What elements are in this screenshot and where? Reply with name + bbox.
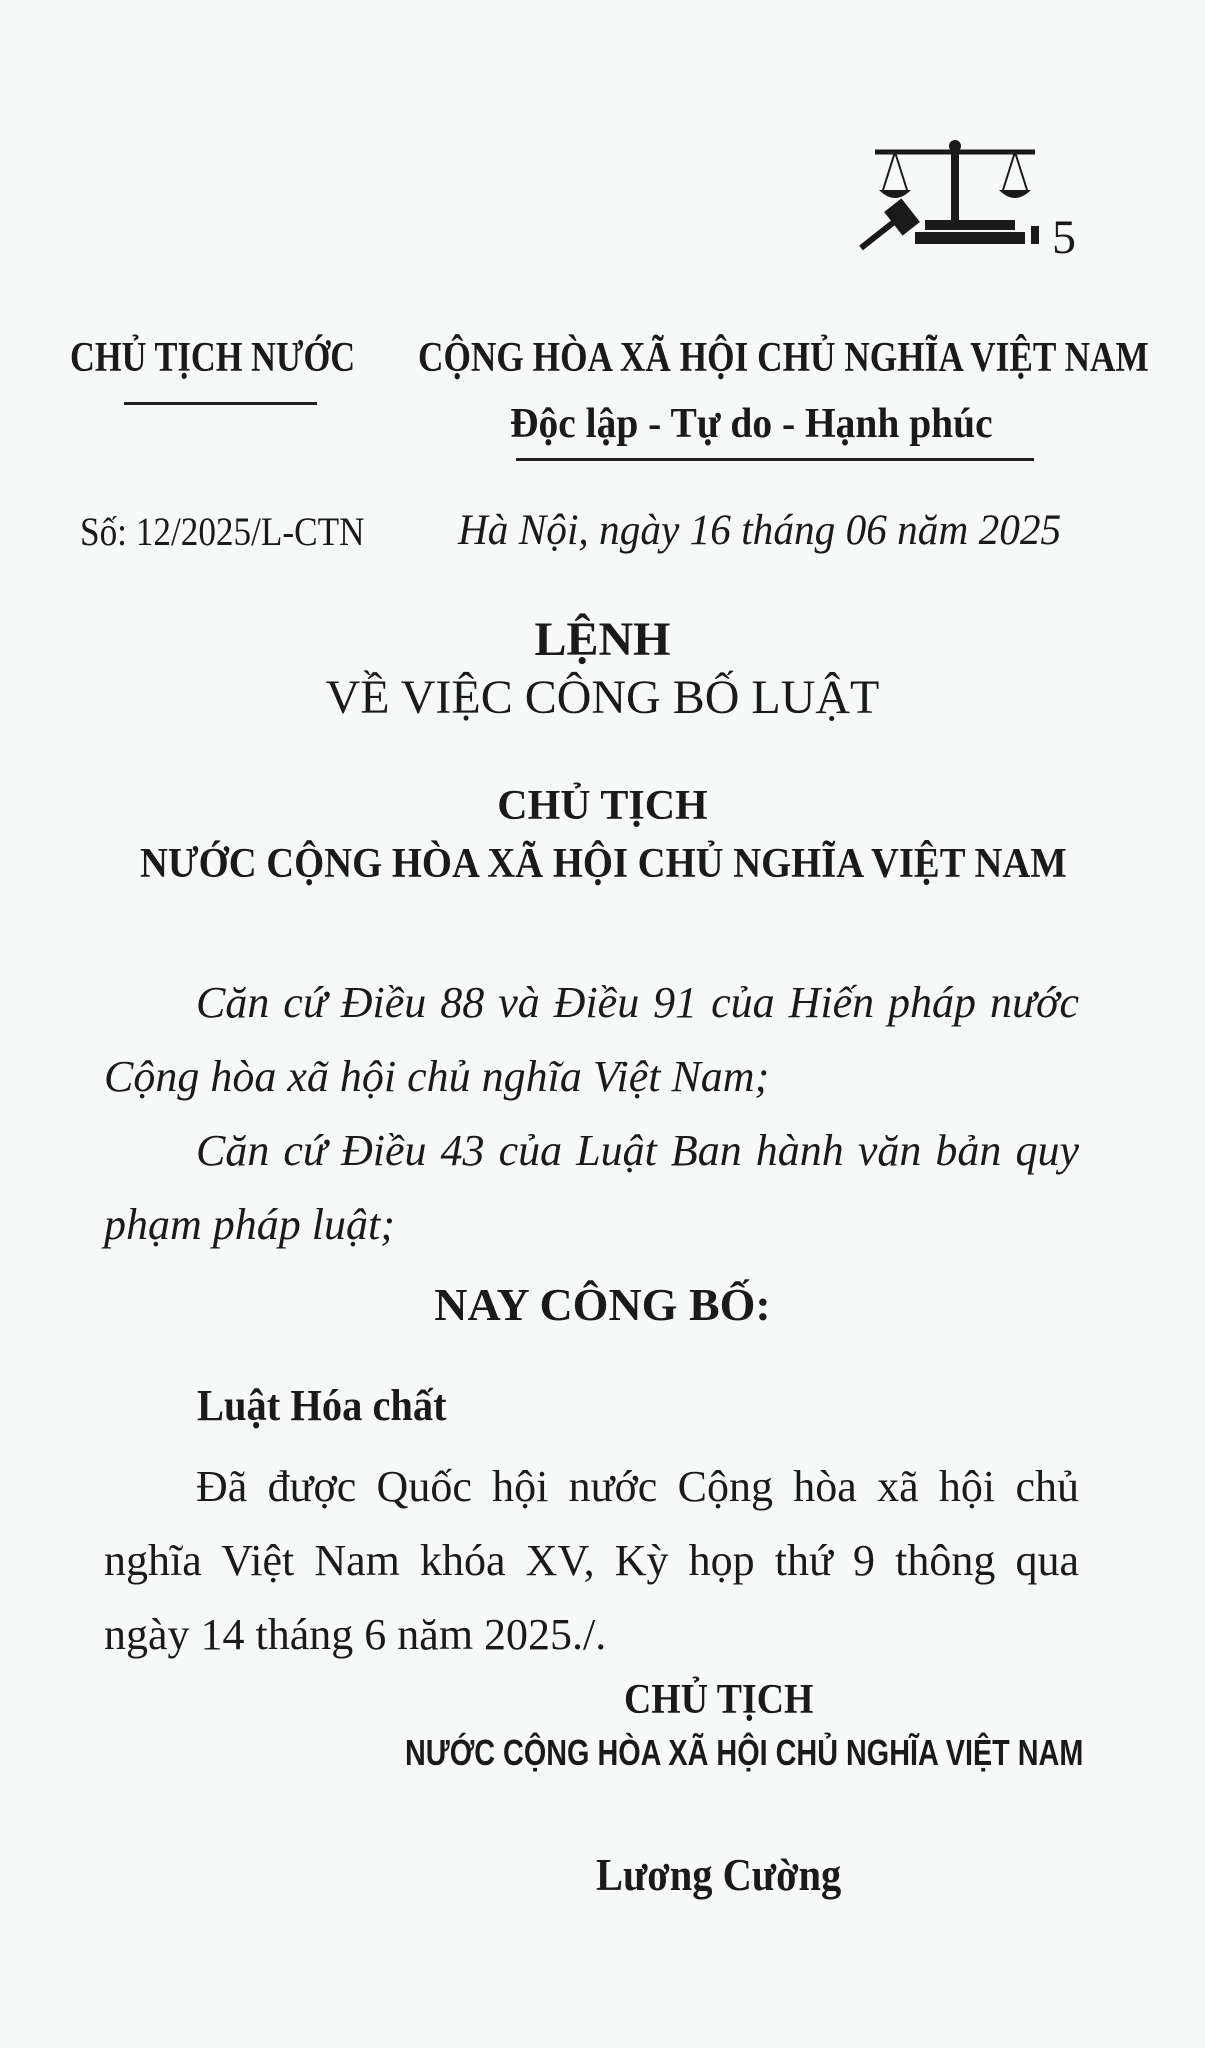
- document-number: Số: 12/2025/L-CTN: [80, 509, 365, 554]
- legal-basis-2: Căn cứ Điều 43 của Luật Ban hành văn bản quy phạm pháp luật;: [104, 1126, 1079, 1249]
- signature-title: CHỦ TỊCH: [624, 1677, 814, 1723]
- passage-statement: Đã được Quốc hội nước Cộng hòa xã hội chủ nghĩa Việt Nam khóa XV, Kỳ họp thứ 9 thông qua ngày 14 tháng 6 năm 2025./.: [104, 1462, 1079, 1659]
- authority-title: CHỦ TỊCH: [497, 783, 708, 829]
- issuer-name: CHỦ TỊCH NƯỚC: [70, 335, 356, 381]
- authority-full-title: NƯỚC CỘNG HÒA XÃ HỘI CHỦ NGHĨA VIỆT NAM: [140, 841, 1067, 887]
- scales-of-justice-gavel-icon: [855, 138, 1055, 258]
- national-motto: Độc lập - Tự do - Hạnh phúc: [510, 401, 993, 447]
- signature-full-title: NƯỚC CỘNG HÒA XÃ HỘI CHỦ NGHĨA VIỆT NAM: [405, 1732, 1084, 1773]
- document-type: LỆNH: [534, 613, 671, 666]
- issuer-underline: [124, 402, 317, 405]
- promulgation-heading: NAY CÔNG BỐ:: [434, 1279, 771, 1330]
- place-and-date: Hà Nội, ngày 16 tháng 06 năm 2025: [458, 507, 1062, 554]
- law-name: Luật Hóa chất: [197, 1381, 447, 1430]
- signer-name: Lương Cường: [596, 1849, 842, 1900]
- motto-underline: [516, 458, 1034, 461]
- page-number: 5: [1052, 211, 1076, 264]
- document-subject: VỀ VIỆC CÔNG BỐ LUẬT: [325, 671, 880, 724]
- legal-basis-1: Căn cứ Điều 88 và Điều 91 của Hiến pháp nước Cộng hòa xã hội chủ nghĩa Việt Nam;: [104, 978, 1079, 1101]
- nation-name: CỘNG HÒA XÃ HỘI CHỦ NGHĨA VIỆT NAM: [418, 335, 1149, 381]
